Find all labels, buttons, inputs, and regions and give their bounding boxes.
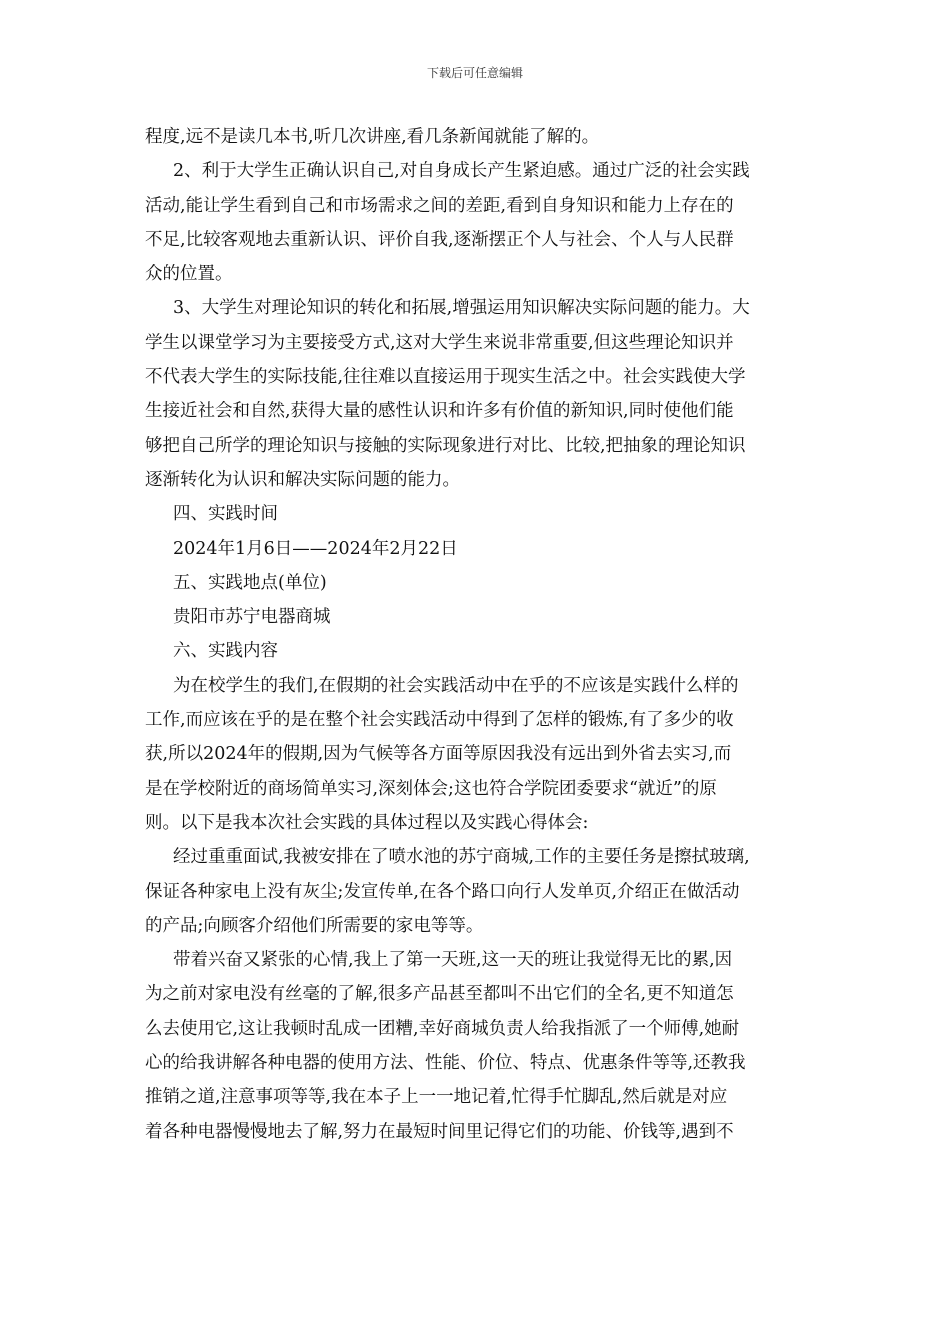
text-line: 生接近社会和自然,获得大量的感性认识和许多有价值的新知识,同时使他们能 xyxy=(145,401,734,422)
text-line: 众的位置。 xyxy=(145,264,233,285)
text-line: 2、利于大学生正确认识自己,对自身成长产生紧迫感。通过广泛的社会实践 xyxy=(173,161,750,182)
text-line: 为在校学生的我们,在假期的社会实践活动中在乎的不应该是实践什么样的 xyxy=(173,675,739,696)
text-line: 四、实践时间 xyxy=(173,504,278,525)
text-line: 够把自己所学的理论知识与接触的实际现象进行对比、比较,把抽象的理论知识 xyxy=(145,435,746,456)
page-header: 下载后可任意编辑 xyxy=(426,66,523,80)
text-line: 推销之道,注意事项等等,我在本子上一一地记着,忙得手忙脚乱,然后就是对应 xyxy=(145,1087,728,1108)
text-line: 贵阳市苏宁电器商城 xyxy=(173,607,331,628)
text-line: 活动,能让学生看到自己和市场需求之间的差距,看到自身知识和能力上存在的 xyxy=(145,195,734,216)
text-line: 为之前对家电没有丝毫的了解,很多产品甚至都叫不出它们的全名,更不知道怎 xyxy=(145,984,734,1005)
text-line: 逐渐转化为认识和解决实际问题的能力。 xyxy=(145,469,460,490)
text-line: 经过重重面试,我被安排在了喷水池的苏宁商城,工作的主要任务是擦拭玻璃, xyxy=(173,847,750,868)
text-line: 3、大学生对理论知识的转化和拓展,增强运用知识解决实际问题的能力。大 xyxy=(173,298,750,319)
text-line: 着各种电器慢慢地去了解,努力在最短时间里记得它们的功能、价钱等,遇到不 xyxy=(145,1121,734,1142)
text-line: 不足,比较客观地去重新认识、评价自我,逐渐摆正个人与社会、个人与人民群 xyxy=(145,229,734,250)
text-line: 保证各种家电上没有灰尘;发宣传单,在各个路口向行人发单页,介绍正在做活动 xyxy=(145,881,740,902)
text-line: 获,所以2024年的假期,因为气候等各方面等原因我没有远出到外省去实习,而 xyxy=(145,744,732,765)
text-line: 学生以课堂学习为主要接受方式,这对大学生来说非常重要,但这些理论知识并 xyxy=(145,332,734,353)
text-line: 心的给我讲解各种电器的使用方法、性能、价位、特点、优惠条件等等,还教我 xyxy=(145,1053,746,1074)
text-line: 不代表大学生的实际技能,往往难以直接运用于现实生活之中。社会实践使大学 xyxy=(145,367,746,388)
text-line: 程度,远不是读几本书,听几次讲座,看几条新闻就能了解的。 xyxy=(145,127,600,147)
text-line: 带着兴奋又紧张的心情,我上了第一天班,这一天的班让我觉得无比的累,因 xyxy=(173,950,733,971)
text-line: 的产品;向顾客介绍他们所需要的家电等等。 xyxy=(145,915,484,936)
text-line: 是在学校附近的商场简单实习,深刻体会;这也符合学院团委要求“就近”的原 xyxy=(145,778,717,799)
text-line: 么去使用它,这让我顿时乱成一团糟,幸好商城负责人给我指派了一个师傅,她耐 xyxy=(145,1018,740,1039)
text-line: 工作,而应该在乎的是在整个社会实践活动中得到了怎样的锻炼,有了多少的收 xyxy=(145,710,734,731)
text-line: 六、实践内容 xyxy=(173,641,278,662)
text-line: 五、实践地点(单位) xyxy=(173,572,327,593)
text-line: 则。以下是我本次社会实践的具体过程以及实践心得体会: xyxy=(145,812,589,833)
document-body xyxy=(145,120,815,1149)
text-line: 2024年1月6日——2024年2月22日 xyxy=(173,538,458,559)
